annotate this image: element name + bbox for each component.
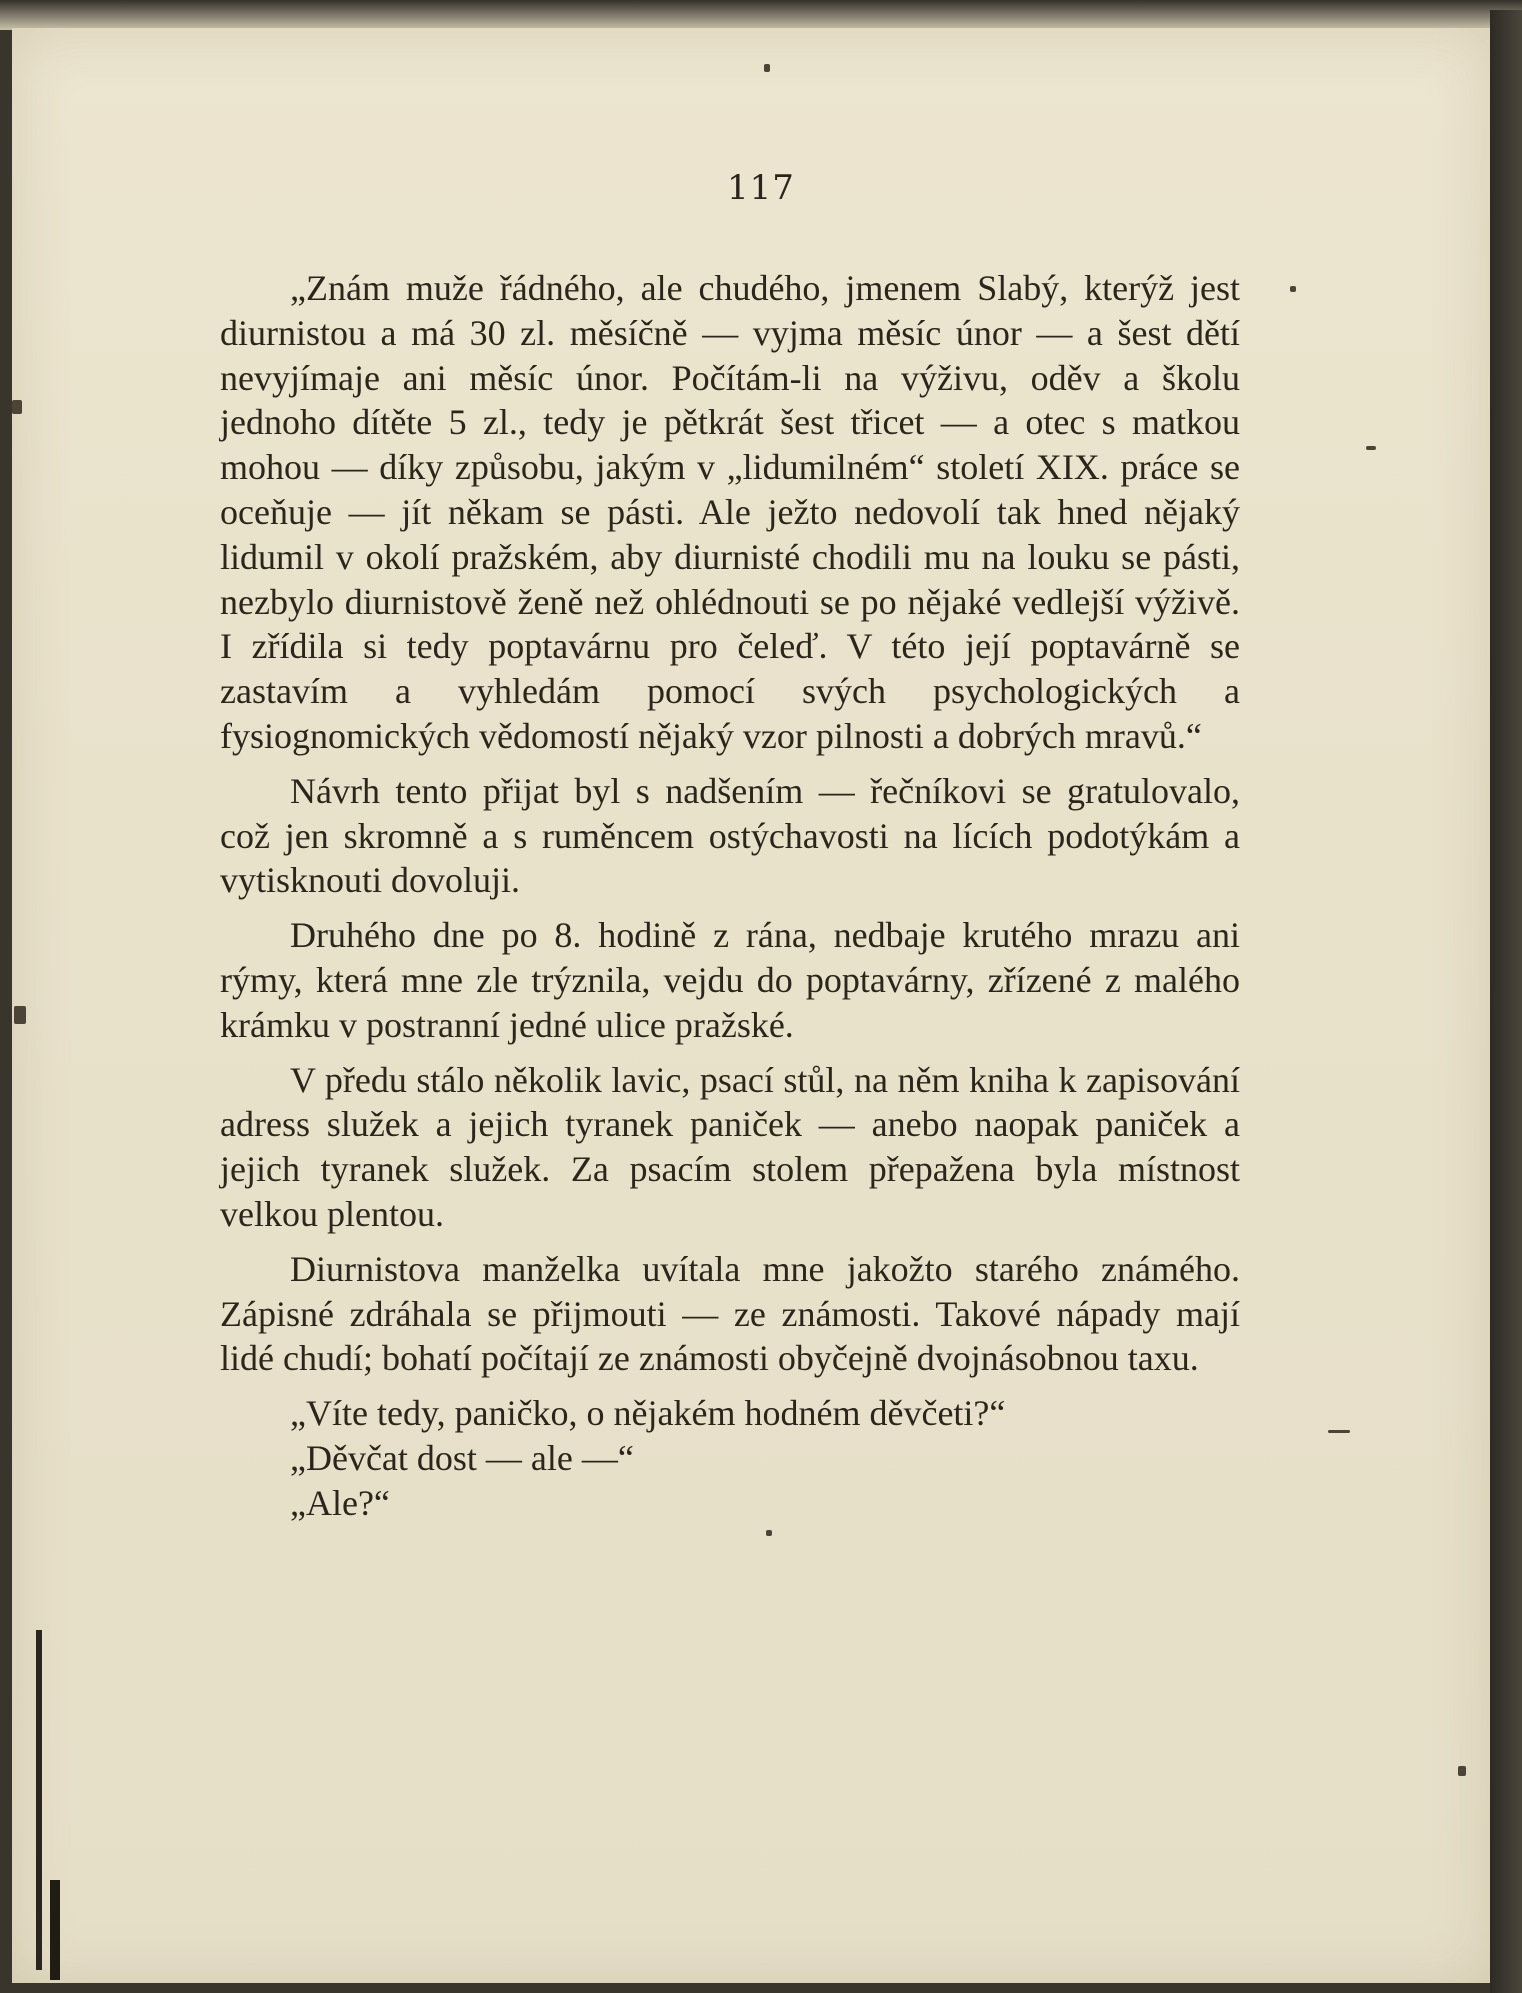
speck	[1328, 1430, 1350, 1433]
page-number: 117	[727, 168, 795, 208]
binding-mark	[36, 1630, 42, 1970]
dialogue-line: „Ale?“	[290, 1482, 390, 1523]
paragraph: „Znám muže řádného, ale chudého, jmenem Slabý, kterýž jest diurnistou a má 30 zl. měsíčně — vyjma měsíc únor — a šest dětí nevyjímaje ani měsíc únor. Počítám-li na výživu, oděv a školu jednoho dítěte 5 zl., tedy je pětkrát šest třicet — a otec s matkou mohou — díky způsobu, jakým v „lidumilném“ století XIX. práce se oceňuje — jít někam se pásti. Ale ježto nedovolí tak hned nějaký lidumil v okolí pražském, aby diurnisté chodili mu na louku se pásti, nezbylo diurnistově ženě než ohlédnouti se po nějaké vedlejší výživě. I zřídila si tedy poptavárnu pro čeleď. V této její poptavárně se zastavím a vyhledám pomocí svých psychologických a fysiognomických vědomostí nějaký vzor pilnosti a dobrých mravů.“	[220, 268, 1240, 756]
speck	[14, 1006, 26, 1024]
dialogue-line: „Víte tedy, paničko, o nějakém hodném děvčeti?“	[290, 1393, 1006, 1434]
speck	[764, 64, 770, 72]
paragraph: Návrh tento přijat byl s nadšením — řečníkovi se gratulovalo, což jen skromně a s ruměncem ostýchavosti na lících podotýkám a vytisknouti dovoluji.	[220, 770, 1240, 901]
speck	[766, 1530, 772, 1536]
paragraph: Druhého dne po 8. hodině z rána, nedbaje krutého mrazu ani rýmy, která mne zle trýznila, vejdu do poptavárny, zřízené z malého krámku v postranní jedné ulice pražské.	[220, 915, 1240, 1045]
page-right-edge	[1490, 10, 1522, 1993]
speck	[1458, 1766, 1466, 1776]
paragraph: V předu stálo několik lavic, psací stůl, na něm kniha k zapisování adress služek a jejich tyranek paniček — anebo naopak paniček a jejich tyranek služek. Za psacím stolem přepažena byla místnost velkou plentou.	[220, 1059, 1240, 1234]
speck	[1290, 286, 1296, 292]
dialogue-line: „Děvčat dost — ale —“	[290, 1437, 634, 1478]
paragraph: Diurnistova manželka uvítala mne jakožto starého známého. Zápisné zdráhala se přijmouti — ze známosti. Takové nápady mají lidé chudí; bohatí počítají ze známosti obyčejně dvojnásobnou taxu.	[220, 1248, 1240, 1379]
speck	[12, 400, 22, 414]
page-top-edge	[0, 0, 1522, 30]
speck	[1366, 446, 1376, 450]
body-text	[220, 266, 1240, 1526]
binding-mark-lower	[50, 1880, 60, 1980]
